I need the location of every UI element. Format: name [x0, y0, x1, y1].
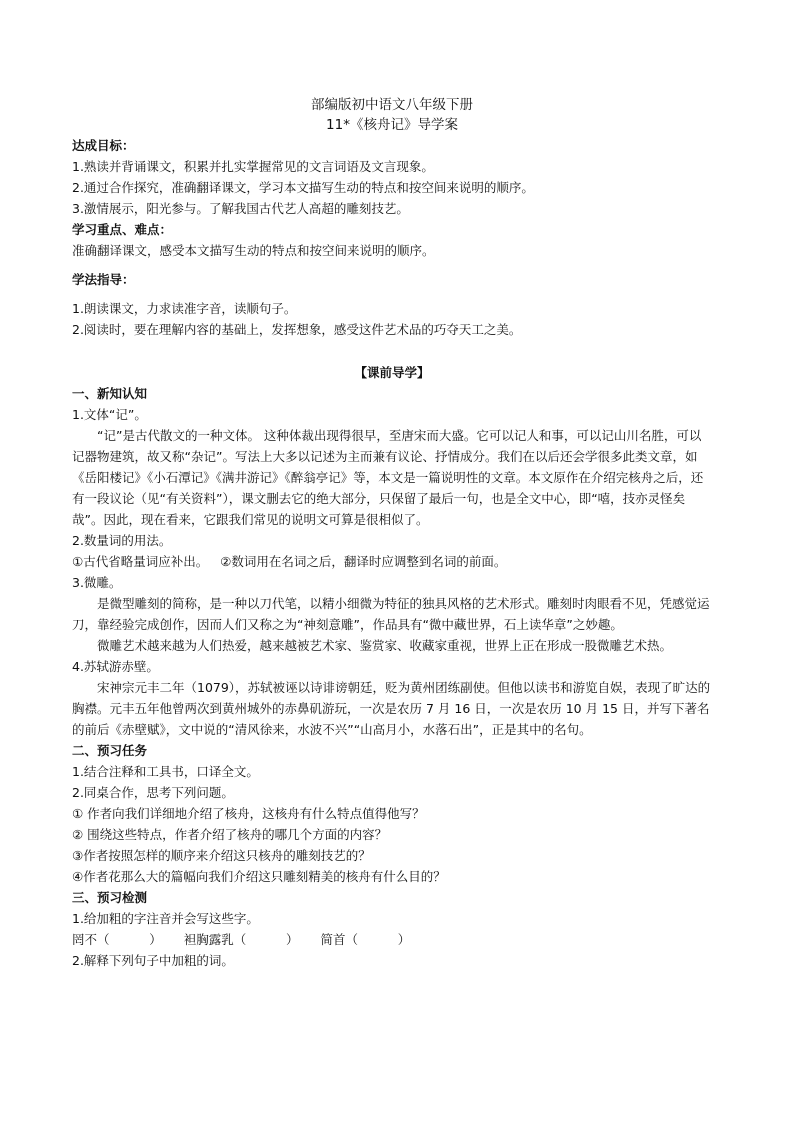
section-title: 【课前导学】 [354, 365, 430, 380]
pinyin-blank[interactable]: 罔不（ ） [72, 932, 162, 947]
pinyin-blank[interactable]: 简首（ ） [320, 932, 411, 947]
document-title: 部编版初中语文八年级下册 [311, 97, 473, 113]
part1-sub4-body: 宋神宗元丰二年（1079），苏轼被诬以诗诽谤朝廷，贬为黄州团练副使。但他以读书和游览自娱，表现了旷达的胸襟。元丰五年他曾两次到黄州城外的赤鼻矶游玩，一次是农历 7 月 16 日，一次是农历 10 月 15 日，并写下著名的前后《赤壁赋》，文中说的“清风徐来，水波不兴”“山高月小，水落石出”，正是其中的名句。 [72, 680, 711, 737]
goal-item: 2.通过合作探究，准确翻译课文，学习本文描写生动的特点和按空间来说明的顺序。 [72, 180, 534, 195]
part1-sub3-body: 微雕艺术越来越为人们热爱，越来越被艺术家、鉴赏家、收藏家重视，世界上正在形成一股微雕艺术热。 [97, 638, 673, 653]
part1-sub4-title: 4.苏轼游赤壁。 [72, 659, 159, 674]
check-question-1: 1.给加粗的字注音并会写这些字。 [72, 911, 259, 926]
part2-heading: 二、预习任务 [72, 743, 148, 758]
part1-sub1-body: “记”是古代散文的一种文体。 这种体裁出现得很早，至唐宋而大盛。它可以记人和事，可以记山川名胜，可以记器物建筑，故又称“杂记”。写法上大多以记述为主而兼有议论、抒情成分。我们在以后还会学很多此类文章，如《岳阳楼记》《小石潭记》《满井游记》《醉翁亭记》等，本文是一篇说明性的文章。本文原作在介绍完核舟之后，还有一段议论（见“有关资料”），课文删去它的绝大部分，只保留了最后一句，也是全文中心，即“嘻，技亦灵怪矣哉”。因此，现在看来，它跟我们常见的说明文可算是很相似了。 [72, 428, 704, 527]
task-question: ② 围绕这些特点，作者介绍了核舟的哪几个方面的内容？ [72, 827, 388, 842]
focus-text: 准确翻译课文，感受本文描写生动的特点和按空间来说明的顺序。 [72, 243, 435, 258]
goal-item: 3.激情展示，阳光参与。了解我国古代艺人高超的雕刻技艺。 [72, 201, 409, 216]
task-item: 1.结合注释和工具书，口译全文。 [72, 764, 259, 779]
pinyin-blank-row [72, 929, 712, 950]
method-item: 1.朗读课文，力求读准字音，读顺句子。 [72, 301, 297, 316]
goal-item: 1.熟读并背诵课文，积累并扎实掌握常见的文言词语及文言现象。 [72, 159, 434, 174]
task-item: 2.同桌合作，思考下列问题。 [72, 785, 234, 800]
task-question: ④作者花那么大的篇幅向我们介绍这只雕刻精美的核舟有什么目的？ [72, 869, 446, 884]
task-question: ① 作者向我们详细地介绍了核舟，这核舟有什么特点值得他写？ [72, 806, 425, 821]
pinyin-blank[interactable]: 袒胸露乳（ ） [183, 932, 299, 947]
part1-heading: 一、新知认知 [72, 386, 148, 401]
part3-heading: 三、预习检测 [72, 890, 148, 905]
document-subtitle: 11*《核舟记》导学案 [326, 117, 458, 133]
part1-sub2-body: ①古代省略量词应补出。 ②数词用在名词之后，翻译时应调整到名词的前面。 [72, 554, 507, 569]
goals-heading: 达成目标： [72, 138, 135, 153]
worksheet-page [72, 95, 712, 971]
part1-sub3-body: 是微型雕刻的简称，是一种以刀代笔，以精小细微为特征的独具风格的艺术形式。雕刻时肉眼看不见，凭感觉运刀，靠经验完成创作，因而人们又称之为“神刻意雕”，作品具有“微中藏世界，石上读华章”之妙趣。 [72, 596, 710, 632]
method-item: 2.阅读时，要在理解内容的基础上，发挥想象，感受这件艺术品的巧夺天工之美。 [72, 322, 522, 337]
check-question-2: 2.解释下列句子中加粗的词。 [72, 953, 234, 968]
part1-sub3-title: 3.微雕。 [72, 575, 122, 590]
focus-heading: 学习重点、难点： [72, 222, 173, 237]
part1-sub2-title: 2.数量词的用法。 [72, 533, 172, 548]
method-heading: 学法指导： [72, 272, 135, 287]
part1-sub1-title: 1.文体“记”。 [72, 407, 147, 422]
task-question: ③作者按照怎样的顺序来介绍这只核舟的雕刻技艺的？ [72, 848, 371, 863]
